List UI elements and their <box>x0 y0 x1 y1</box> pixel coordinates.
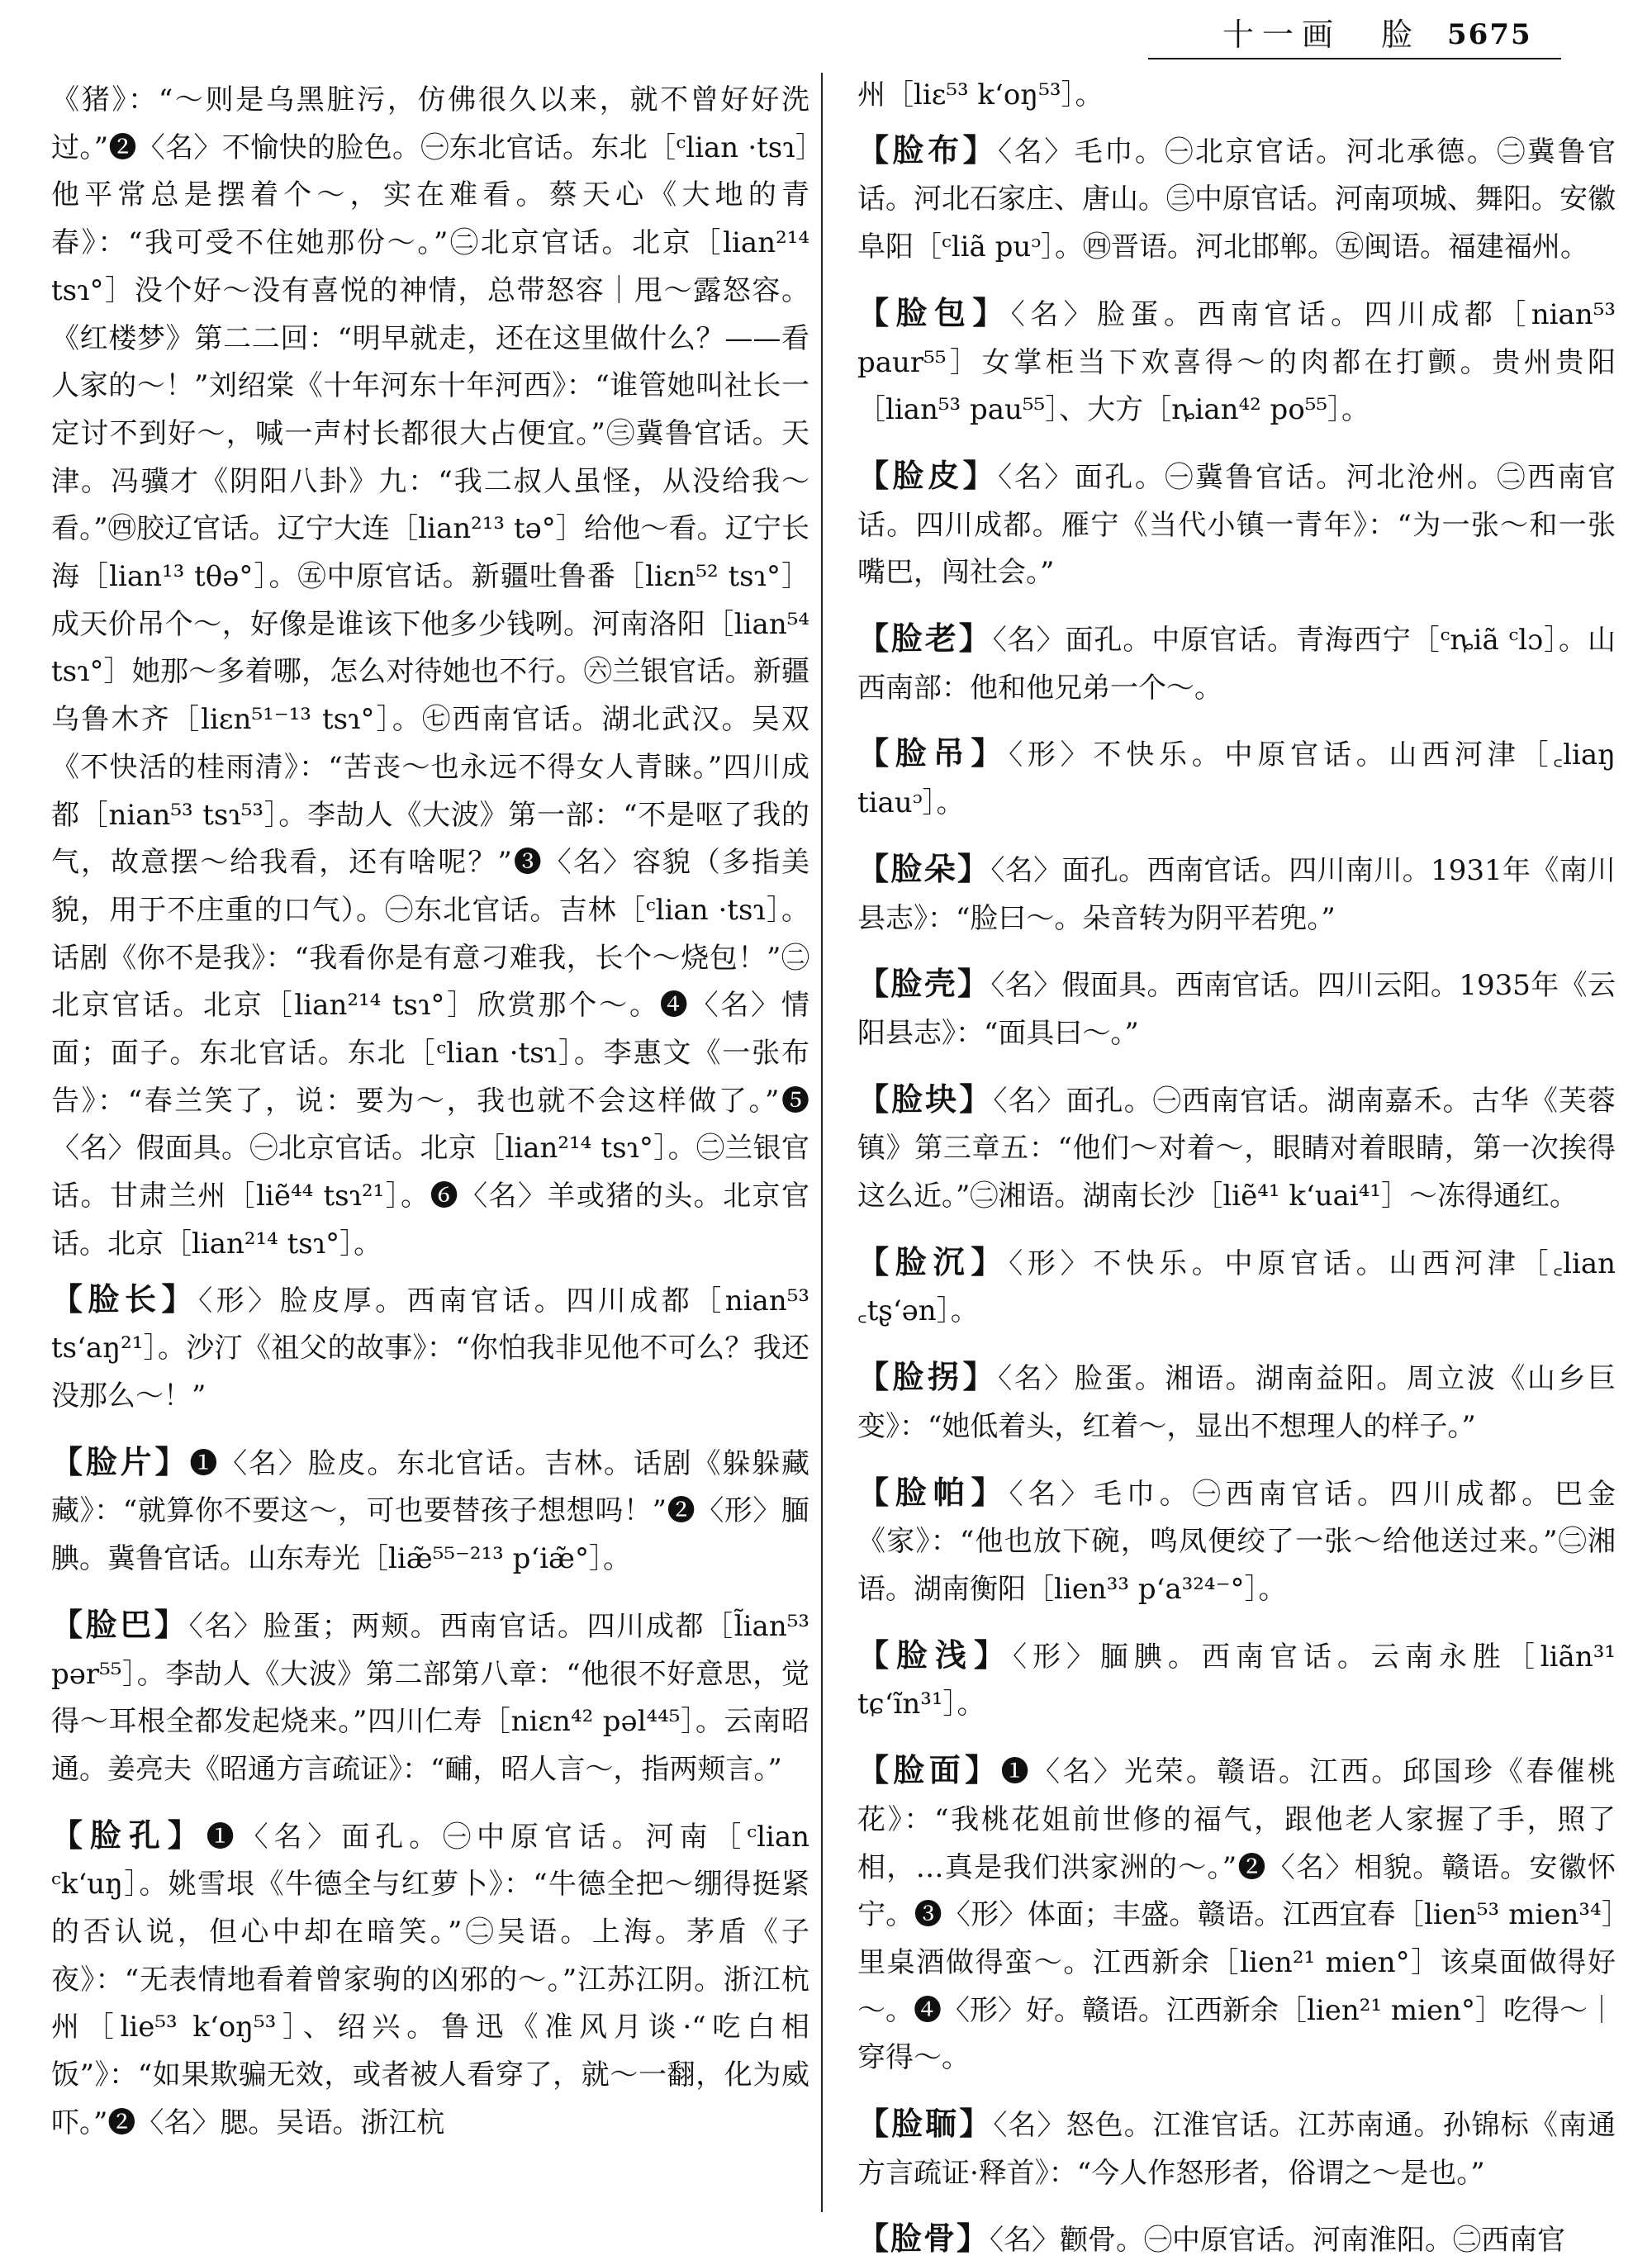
entry-text: ❶〈名〉光荣。赣语。江西。邱国珍《春催桃花》：“我桃花姐前世修的福气，跟他老人家握了手，照了相，…真是我们洪家洲的～。”❷〈名〉相貌。赣语。安徽怀宁。❸〈形〉体面；丰盛。赣语。江西宜春［lien⁵³ mien³⁴］里桌酒做得蛮～。江西新余［lien²¹ mien°］该桌面做得好～。❹〈形〉好。赣语。江西新余［lien²¹ mien°］吃得～｜穿得～。 <box>857 1755 1616 2075</box>
entry-text: 〈名〉面孔。西南官话。四川南川。1931年《南川县志》：“脸曰～。朵音转为阴平若兜。” <box>857 853 1616 935</box>
entry-headword: 【脸布】 <box>857 131 999 169</box>
entry-text: 〈名〉毛巾。㊀西南官话。四川成都。巴金《家》：“他也放下碗，鸣凤便绞了一张～给他送过来。”㊁湘语。湖南衡阳［lien³³ pʻa³²⁴⁻°］。 <box>857 1477 1616 1606</box>
entry-headword: 【脸浅】 <box>857 1636 1013 1674</box>
entry-headword: 【脸吊】 <box>857 734 1009 772</box>
dictionary-entry <box>857 1076 1616 1221</box>
dictionary-entry <box>857 2100 1616 2197</box>
dictionary-entry <box>857 289 1616 434</box>
entry-text: 〈形〉不快乐。中原官话。山西河津［꜀lian ꜀tʂʻən］。 <box>857 1246 1616 1328</box>
entry-headword: 【脸块】 <box>857 1080 994 1118</box>
entry-headword: 【脸孔】 <box>51 1816 206 1854</box>
right-column <box>857 69 1616 2258</box>
entry-text: 〈名〉怒色。江淮官话。江苏南通。孙锦标《南通方言疏证·释首》：“今人作怒形者，俗谓之～是也。” <box>857 2109 1616 2190</box>
entry-headword: 【脸老】 <box>857 620 993 658</box>
entry-text: 〈形〉脸皮厚。西南官话。四川成都［nian⁵³ tsʻaŋ²¹］。沙汀《祖父的故事》：“你怕我非见他不可么？我还没那么～！” <box>51 1284 809 1413</box>
entry-text: 〈名〉面孔。㊀冀鲁官话。河北沧州。㊁西南官话。四川成都。雁宁《当代小镇一青年》：“为一张～和一张嘴巴，闯社会。” <box>857 460 1616 590</box>
entry-text: 州［liɛ⁵³ kʻoŋ⁵³］。 <box>857 78 1104 112</box>
entry-text: 〈名〉面孔。㊀西南官话。湖南嘉禾。古华《芙蓉镇》第三章五：“他们～对着～，眼睛对着眼睛，第一次挨得这么近。”㊁湘语。湖南长沙［liẽ⁴¹ kʻuai⁴¹］～冻得通红。 <box>857 1084 1616 1213</box>
entry-headword: 【脸沉】 <box>857 1242 1009 1280</box>
dictionary-entry <box>857 1353 1616 1451</box>
entry-headword: 【脸壳】 <box>857 965 991 1003</box>
dictionary-entry <box>857 1631 1616 1729</box>
dictionary-entry <box>857 1746 1616 2082</box>
dictionary-entry <box>51 1438 809 1584</box>
dictionary-entry <box>857 960 1616 1057</box>
section-title: 十一画 脸 <box>1222 17 1422 53</box>
entry-headword: 【脸巴】 <box>51 1605 189 1643</box>
entry-headword: 【脸长】 <box>51 1280 199 1318</box>
page-number: 5675 <box>1447 18 1532 51</box>
dictionary-entry <box>857 1238 1616 1336</box>
entry-headword: 【脸片】 <box>51 1442 190 1480</box>
entry-headword: 【脸帕】 <box>857 1473 1009 1511</box>
entry-headword: 【脸皮】 <box>857 456 999 494</box>
dictionary-entry <box>857 729 1616 827</box>
header-rule <box>1148 58 1561 59</box>
dictionary-entry <box>857 1469 1616 1614</box>
entry-text: 〈名〉颧骨。㊀中原官话。河南淮阳。㊁西南官 <box>990 2224 1566 2258</box>
entry-headword: 【脸骨】 <box>857 2220 990 2258</box>
dictionary-entry <box>857 2215 1616 2265</box>
entry-text: 〈名〉面孔。中原官话。青海西宁［ᶜȵiã ᶜlɔ］。山西南部：他和他兄弟一个～。 <box>857 624 1616 705</box>
entry-headword: 【脸聏】 <box>857 2105 994 2143</box>
entry-text: 〈名〉假面具。西南官话。四川云阳。1935年《云阳县志》：“面具曰～。” <box>857 969 1616 1050</box>
dictionary-entry <box>51 1275 809 1421</box>
dictionary-entry <box>857 615 1616 712</box>
left-column <box>51 74 809 2222</box>
entry-text: ❶〈名〉脸皮。东北官话。吉林。话剧《躲躲藏藏》：“就算你不要这～，可也要替孩子想想吗！”❷〈形〉腼腆。冀鲁官话。山东寿光［liæ̃⁵⁵⁻²¹³ pʻiæ̃°］。 <box>51 1446 809 1576</box>
dictionary-entry <box>857 845 1616 943</box>
entry-text: 《猪》：“～则是乌黑脏污，仿佛很久以来，就不曾好好洗过。”❷〈名〉不愉快的脸色。㊀东北官话。东北［ᶜlian ·tsɿ］他平常总是摆着个～，实在难看。蔡天心《大地的青春》：“我可受不住她那份～。”㊁北京官话。北京［lian²¹⁴ tsɿ°］没个好～没有喜悦的神情，总带怒容｜甩～露怒容。《红楼梦》第二二回：“明早就走，还在这里做什么？——看人家的～！”刘绍棠《十年河东十年河西》：“谁管她叫社长一定讨不到好～，喊一声村长都很大占便宜。”㊂冀鲁官话。天津。冯骥才《阴阳八卦》九：“我二叔人虽怪，从没给我～看。”㊃胶辽官话。辽宁大连［lian²¹³ tə°］给他～看。辽宁长海［lian¹³ tθə°］。㊄中原官话。新疆吐鲁番［liɛn⁵² tsɿ°］成天价吊个～，好像是谁该下他多少钱咧。河南洛阳［lian⁵⁴ tsɿ°］她那～多着哪，怎么对待她也不行。㊅兰银官话。新疆乌鲁木齐［liɛn⁵¹⁻¹³ tsɿ°］。㊆西南官话。湖北武汉。吴双《不快活的桂雨清》：“苦丧～也永远不得女人青睐。”四川成都［nian⁵³ tsɿ⁵³］。李劼人《大波》第一部：“不是呕了我的气，故意摆～给我看，还有啥呢？”❸〈名〉容貌（多指美貌，用于不庄重的口气）。㊀东北官话。吉林［ᶜlian ·tsɿ］。话剧《你不是我》：“我看你是有意刁难我，长个～烧包！”㊁北京官话。北京［lian²¹⁴ tsɿ°］欣赏那个～。❹〈名〉情面；面子。东北官话。东北［ᶜlian ·tsɿ］。李惠文《一张布告》：“春兰笑了，说：要为～，我也就不会这样做了。”❺〈名〉假面具。㊀北京官话。北京［lian²¹⁴ tsɿ°］。㊁兰银官话。甘肃兰州［liẽ⁴⁴ tsɿ²¹］。❻〈名〉羊或猪的头。北京官话。北京［lian²¹⁴ tsɿ°］。 <box>51 83 809 1261</box>
dictionary-entry <box>857 452 1616 597</box>
entry-headword: 【脸朵】 <box>857 849 991 887</box>
dictionary-entry <box>51 74 809 1269</box>
dictionary-entry <box>51 1812 809 2148</box>
entry-text: ❶〈名〉面孔。㊀中原官话。河南［ᶜlian ᶜkʻuŋ］。姚雪垠《牛德全与红萝卜》：“牛德全把～绷得挺紧的否认说，但心中却在暗笑。”㊁吴语。上海。茅盾《子夜》：“无表情地看着曾家驹的凶邪的～。”江苏江阴。浙江杭州［lie⁵³ kʻoŋ⁵³］、绍兴。鲁迅《准风月谈·“吃白相饭”》：“如果欺骗无效，或者被人看穿了，就～一翻，化为威吓。”❷〈名〉腮。吴语。浙江杭 <box>51 1820 809 2139</box>
entry-text: 〈名〉脸蛋。西南官话。四川成都［nian⁵³ paur⁵⁵］女掌柜当下欢喜得～的肉都在打颤。贵州贵阳［lian⁵³ pau⁵⁵］、大方［ȵian⁴² po⁵⁵］。 <box>857 297 1616 427</box>
column-divider <box>821 73 823 2212</box>
entry-text: 〈名〉脸蛋；两颊。西南官话。四川成都［l̃ian⁵³ pər⁵⁵］。李劼人《大波》第二部第八章：“他很不好意思，觉得～耳根全都发起烧来。”四川仁寿［niɛn⁴² pəl⁴⁴⁵］。云南昭通。姜亮夫《昭通方言疏证》：“䩉，昭人言～，指两颊言。” <box>51 1609 809 1786</box>
entry-text: 〈名〉毛巾。㊀北京官话。河北承德。㊁冀鲁官话。河北石家庄、唐山。㊂中原官话。河南项城、舞阳。安徽阜阳［ᶜliã puᵓ］。㊃晋语。河北邯郸。㊄闽语。福建福州。 <box>857 135 1616 264</box>
entry-headword: 【脸拐】 <box>857 1358 999 1396</box>
entry-text: 〈名〉脸蛋。湘语。湖南益阳。周立波《山乡巨变》：“她低着头，红着～，显出不想理人的样子。” <box>857 1362 1616 1443</box>
dictionary-entry <box>857 126 1616 272</box>
entry-headword: 【脸面】 <box>857 1751 1001 1789</box>
entry-headword: 【脸包】 <box>857 293 1011 331</box>
entry-text: 〈形〉不快乐。中原官话。山西河津［꜀liaŋ tiauᵓ］。 <box>857 738 1616 820</box>
page-header <box>0 15 1652 55</box>
dictionary-entry <box>51 1601 809 1794</box>
dictionary-entry <box>857 69 1616 120</box>
entry-text: 〈形〉腼腆。西南官话。云南永胜［liãn³¹ tɕʻĩn³¹］。 <box>857 1640 1616 1721</box>
